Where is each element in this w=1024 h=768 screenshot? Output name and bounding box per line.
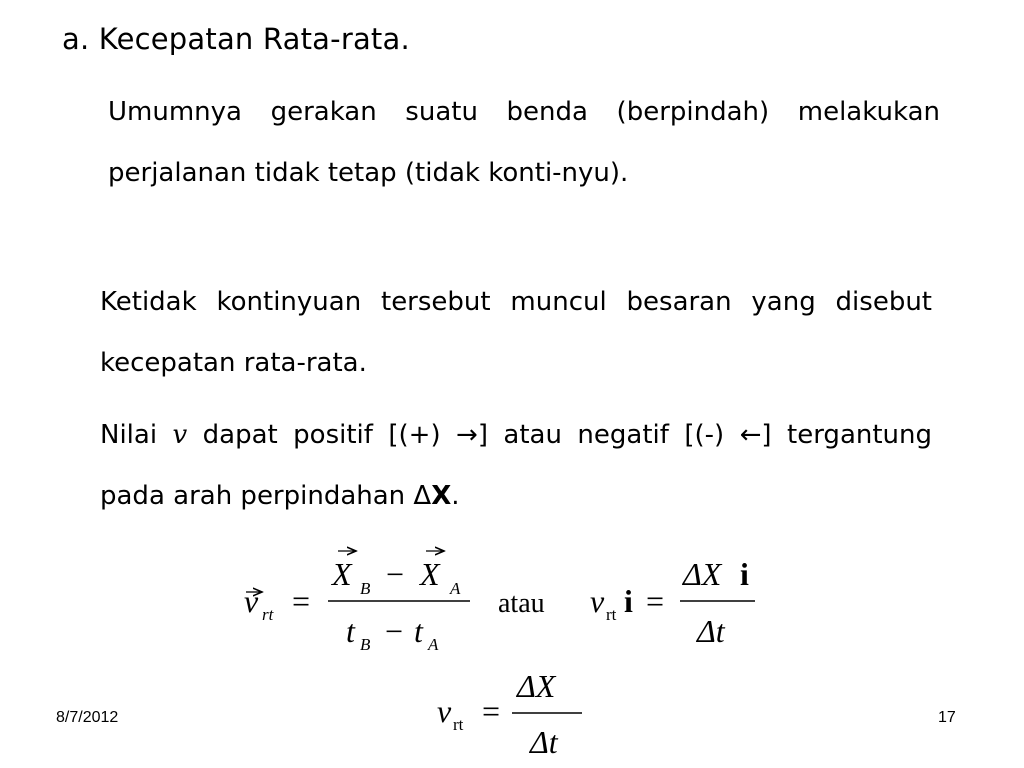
formula1-sub-a: A: [450, 579, 461, 598]
footer-page-number: 17: [938, 709, 956, 726]
formula1-sub-rt: rt: [262, 605, 274, 624]
formula1-minus2: −: [385, 613, 404, 649]
average-velocity-formula: [244, 551, 470, 654]
footer-date: 8/7/2012: [56, 709, 119, 726]
formula1-sub-a2: A: [428, 635, 439, 654]
paragraph-discontinuity: Ketidak kontinyuan tersebut muncul besaran yang disebut kecepatan rata-rata.: [100, 287, 932, 378]
p3-middle3: ] tergantung pada arah perpindahan Δ: [100, 420, 933, 511]
formula2-equals: =: [646, 583, 665, 619]
left-arrow-icon: ←: [739, 420, 762, 450]
formula1-minus: −: [386, 556, 405, 592]
formula2-delta-t: Δt: [697, 613, 725, 649]
formula1-sub-b: B: [360, 579, 371, 598]
formula3-sub-rt: rt: [453, 715, 464, 734]
p3-suffix: .: [451, 481, 460, 511]
formula3-delta-x: ΔX: [517, 668, 556, 704]
formula2-v: v: [590, 583, 605, 619]
formula3-equals: =: [482, 693, 501, 729]
formula2-i-num: i: [740, 556, 749, 592]
velocity-vector-formula: [590, 556, 755, 649]
formula1-xa: X: [420, 556, 440, 592]
formula1-tb: t: [346, 613, 355, 649]
formula1-sub-b2: B: [360, 635, 371, 654]
p3-bold-x: X: [431, 481, 452, 511]
formula2-sub-rt: rt: [606, 605, 617, 624]
right-arrow-icon: →: [456, 420, 478, 450]
paragraph-intro: Umumnya gerakan suatu benda (berpindah) melakukan perjalanan tidak tetap (tidak konti-nyu).: [108, 97, 940, 188]
formula1-equals: =: [292, 583, 311, 619]
p3-variable-v: v: [172, 420, 188, 450]
p3-prefix: Nilai: [100, 420, 173, 450]
formula1-xb: X: [332, 556, 352, 592]
formula3-delta-t: Δt: [530, 724, 558, 760]
scalar-velocity-formula: [437, 668, 582, 760]
p3-middle2: ] atau negatif [(-): [477, 420, 740, 450]
formula-atau: atau: [498, 588, 545, 619]
formula1-v: v: [244, 583, 259, 619]
formula2-delta-x: ΔX: [683, 556, 722, 592]
formula2-i: i: [624, 583, 633, 619]
formula3-v: v: [437, 693, 452, 729]
slide-heading: a. Kecepatan Rata-rata.: [62, 22, 410, 56]
formula1-ta: t: [414, 613, 423, 649]
p3-middle1: dapat positif [(+): [187, 420, 457, 450]
